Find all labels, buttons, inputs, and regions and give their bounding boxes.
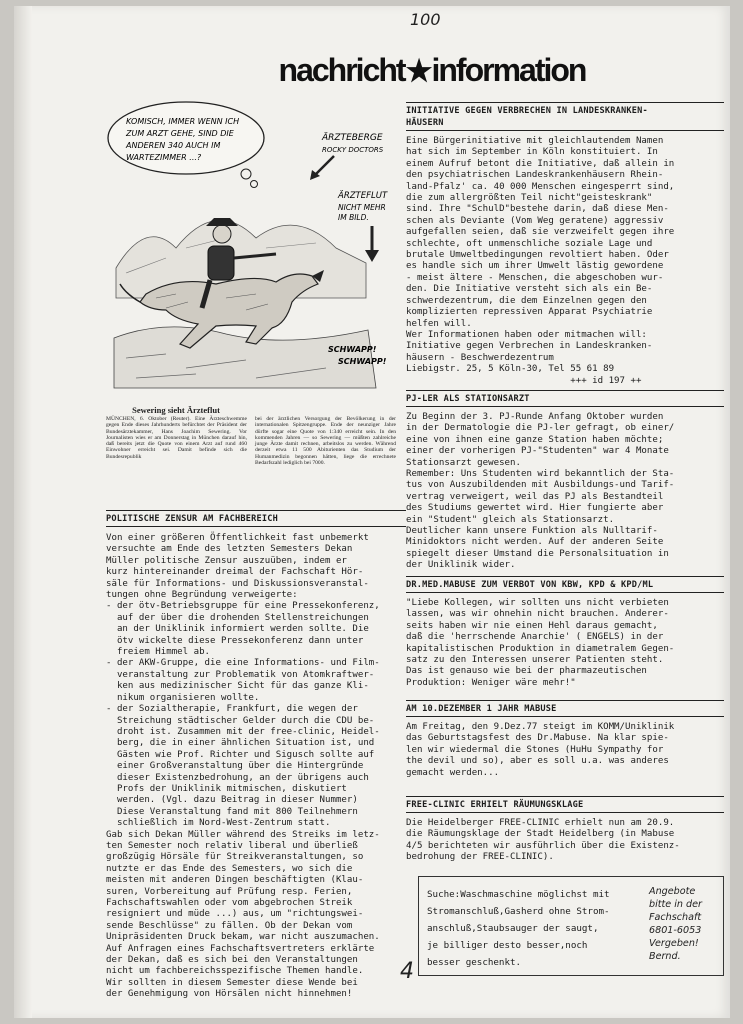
article-title: PJ-LER ALS STATIONSARZT [406, 390, 724, 407]
article-body: Die Heidelberger FREE-CLINIC erhielt nun am 20.9. die Räumungsklage der Stadt Heidelberg (in Mabuse 4/5 berichteten wir ausführlich über die Existenz- bedrohung der FREE-CLINIC). [406, 818, 680, 863]
newsletter-page [14, 6, 730, 1018]
label-rocky-doctors: ROCKY DOCTORS [322, 146, 384, 154]
article-body: Eine Bürgerinitiative mit gleichlautendem Namen hat sich im September in Köln konstituiert. In einem Aufruf betont die Initiative, daß allein in den psychiatrischen Landeskrankenhäusern Rhein- land-Pfalz' ca. 40 000 Menschen eingesperrt sind, die zum allergrößten Teil nicht"geisteskrank" sind. Ihre "SchulD"bestehe darin, daß diese Men- schen als Deviante (Vom Weg geratene) aggressiv aufgefallen seien, daß sie verzweifelt gegen ihre schlechte, oft unmenschliche soziale Lage und brutale Umweltbedingungen revoltiert haben. Oder es handle sich um ihrer Umwelt lästig gewordene - meist ältere - Menschen, die abgeschoben wur- den. Die Initiative versteht sich als ein Be- schwerdezentrum, die dem Einzelnen gegen den komplizierten repressiven Apparat Psychiatrie helfen will. Wer Informationen haben oder mitmachen will: Initiative gegen Verbrechen in Landeskranken- häusern - Beschwerdezentrum Liebigstr. 25, 5 Köln-30, Tel 55 61 89 +++ id 197 ++ [406, 136, 675, 386]
label-arzteflut-1: ÄRZTEFLUT [338, 191, 388, 201]
article-politische-zensur [106, 510, 406, 1001]
article-mabuse-verbot [406, 576, 724, 689]
label-schwapp-1: SCHWAPP! [328, 345, 377, 354]
article-body: Von einer größeren Öffentlichkeit fast unbemerkt versuchte am Ende des letzten Semesters Dekan Müller politische Zensur auszuüben, indem er kurz hintereinander dreimal der Fachschaft Hör- säle für Informations- und Diskussionsveranstal- tungen ohne Begründung verweigerte: - der ötv-Betriebsgruppe für eine Pressekonferenz, auf der über die drohenden Stellenstreichungen an der Uniklinik informiert werden sollte. Die ötv wickelte diese Pressekonferenz dann unter freiem Himmel ab. - der AKW-Gruppe, die eine Informations- und Film- veranstaltung zur Problematik von Atomkraftwer- ken aus medizinischer Sicht für das ganze Kli- nikum organisieren wollte. - der Sozialtherapie, Frankfurt, die wegen der Streichung städtischer Gelder durch die CDU be- droht ist. Zusammen mit der free-clinic, Heidel- berg, die in einer ähnlichen Situation ist, und Gästen wie Prof. Richter und Sigusch sollte auf einer Großveranstaltung über die Hintergründe dieser Existenzbedrohung, an der übrigens auch Profs der Uniklinik mitmischen, diskutiert werden. (Vgl. dazu Beitrag in dieser Nummer) Diese Veranstaltung fand mit 800 Teilnehmern schließlich im Nord-West-Zentrum statt. Gab sich Dekan Müller während des Streiks im letz- ten Semester noch relativ liberal und überließ großzügig Hörsäle für Streikveranstaltungen, so nutzte er das Ende des Semesters, wo sich die meisten mit anderen Dingen beschäftigten (Klau- suren, Vorbereitung auf Prüfung resp. Ferien, Fachschaftswahlen oder vom abgebrochen Streik resigniert und müde ...) aus, um "richtungswei- sende Beschlüsse" zu fällen. Ob der Dekan vom Unipräsidenten Druck bekam, war nicht auszumachen. Auf Anfragen eines Fachschaftsvertreters erklärte der Dekan, daß es sich bei den Veranstaltungen nicht um fachbereichsspezifische Themen handle. Wir sollten in diesem Semester diese Wende bei der Genehmigung von Hörsälen nicht hinnehmen! [106, 533, 380, 1000]
article-free-clinic [406, 796, 724, 864]
speech-bubble-line-1: KOMISCH, IMMER WENN ICH [126, 117, 240, 126]
masthead [242, 50, 622, 92]
label-arzteflut-2: NICHT MEHR [338, 203, 386, 212]
speech-bubble-line-4: WARTEZIMMER ...? [126, 153, 202, 162]
article-jahr-mabuse [406, 700, 724, 779]
speech-bubble-line-3: ANDEREN 340 AUCH IM [126, 141, 221, 150]
article-title: FREE-CLINIC ERHIELT RÄUMUNGSKLAGE [406, 796, 724, 813]
label-schwapp-2: SCHWAPP! [338, 357, 387, 366]
label-arzteberge: ÄRZTEBERGE [322, 133, 383, 143]
article-title: AM 10.DEZEMBER 1 JAHR MABUSE [406, 700, 724, 717]
article-body: "Liebe Kollegen, wir sollten uns nicht verbieten lassen, was wir ohnehin nicht brauchen. Anderer- seits haben wir nie einen Hehl daraus gemacht, daß die 'herrschende Anarchie' ( ENGELS) in der kapitalistischen Produktion in diametralem Gegen- satz zu den Interessen unserer Patienten steht. Das ist genauso wie bei der pharmazeutischen Produktion: Weniger wäre mehr!" [406, 598, 675, 688]
newspaper-clipping [106, 404, 396, 504]
cartoon-illustration [106, 98, 392, 396]
masthead-left: nachricht [278, 52, 405, 88]
news-column-1: MÜNCHEN, 6. Oktober (Reuter). Eine Ärzteschwemme gegen Ende dieses Jahrhunderts befürchtet der Präsident der Bundesärztekammer, Hans Joachim Sewering. Vor Journalisten wies er am Donnerstag in München darauf hin, daß bereits jetzt die Quote von einem Arzt auf rund 460 Einwohner erreicht sei. Damit befinde sich die Bundesrepublik [106, 416, 247, 460]
news-column-2: bei der ärztlichen Versorgung der Bevölkerung in der internationalen Spitzengruppe. Ende der neunziger Jahre dürfte sogar eine Quote von 1:340 erreicht sein. In den kommenden Jahren — so Sewering — müßten zahlreiche junge Ärzte damit rechnen, arbeitslos zu werden. Während derzeit etwa 11 500 Abiturienten das Studium der Humanmedizin begonnen hätten, liege die errechnete Bedarfszahl lediglich bei 7000. [255, 416, 396, 467]
speech-bubble-line-2: ZUM ARZT GEHE, SIND DIE [126, 129, 234, 138]
article-initiative [406, 102, 724, 387]
label-arzteflut-3: IM BILD. [338, 213, 369, 222]
classified-ad [418, 876, 724, 976]
article-title: DR.MED.MABUSE ZUM VERBOT VON KBW, KPD & KPD/ML [406, 576, 724, 593]
page-number-top: 100 [410, 10, 441, 29]
news-headline: Sewering sieht Ärzteflut [132, 405, 220, 415]
ad-handwritten-note: Angebote bitte in der Fachschaft 6801-6053 Vergeben! Bernd. [649, 886, 702, 962]
article-body: Am Freitag, den 9.Dez.77 steigt im KOMM/Uniklinik das Geburtstagsfest des Dr.Mabuse. Na klar spie- len wir wiedermal die Stones (HuHu Sympathy for the devil und so), aber es soll u.a. was anderes gemacht werden... [406, 722, 675, 778]
article-title: INITIATIVE GEGEN VERBRECHEN IN LANDESKRANKEN- HÄUSERN [406, 102, 724, 131]
page-binding-shadow [14, 6, 32, 1018]
article-body: Zu Beginn der 3. PJ-Runde Anfang Oktober wurden in der Dermatologie die PJ-ler gefragt, ob einer/ eine von ihnen eine ganze Station haben möchte; einer der vorherigen PJ-"Studenten" war 4 Monate Stationsarzt gewesen. Remember: Uns Studenten wird bekanntlich der Sta- tus von Auszubildenden mit Ausbildungs-und Tarif- vertrag verweigert, weil das PJ als Bestandteil des Studiums gewertet wird. Hier fungierte aber ein "Student" gleich als Stationsarzt. Deutlicher kann unsere Funktion als Nulltarif- Minidoktors nicht werden. Auf der anderen Seite spiegelt dieser Umstand die Personalsituation in der Uniklinik wider. [406, 412, 675, 571]
masthead-star-icon: ★ [405, 55, 431, 88]
masthead-right: information [431, 52, 586, 88]
article-pj-ler [406, 390, 724, 572]
article-title: POLITISCHE ZENSUR AM FACHBEREICH [106, 510, 406, 527]
ad-text: Suche:Waschmaschine möglichst mit Stromanschluß,Gasherd ohne Strom- anschluß,Staubsauger der saugt, je billiger desto besser,noch besser geschenkt. [427, 889, 610, 968]
page-number-bottom: 4 [400, 959, 414, 984]
